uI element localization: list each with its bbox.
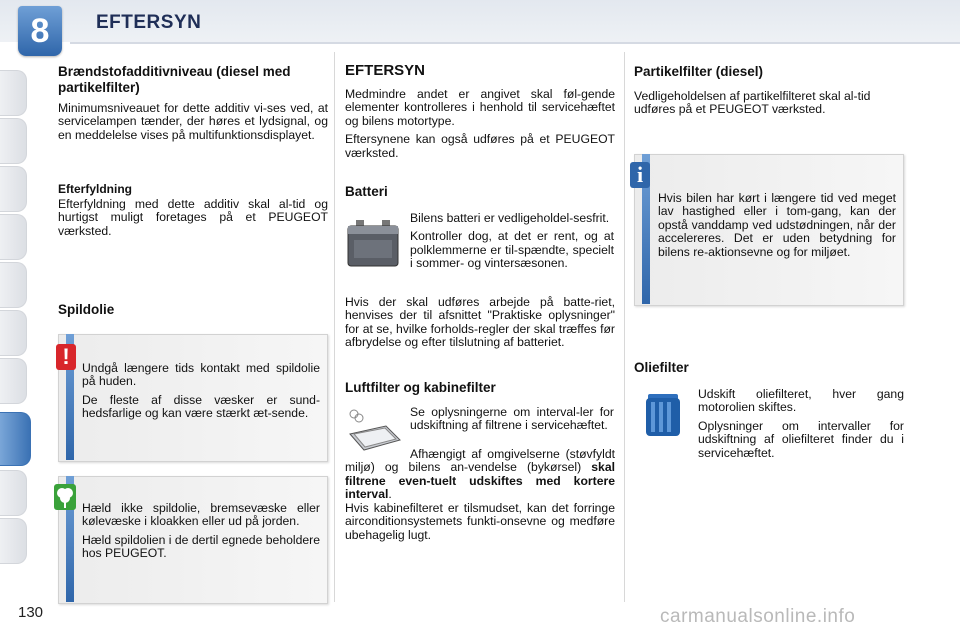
air-filter-conditions-text: Afhængigt af omgivelserne (støvfyldt miljø) og bilens an-vendelse (bykørsel) <box>345 447 615 475</box>
watermark: carmanualsonline.info <box>660 606 856 627</box>
warning-text <box>82 362 320 426</box>
side-tab-10[interactable] <box>0 518 27 564</box>
side-tab-1[interactable] <box>0 70 27 116</box>
oil-filter-text <box>698 388 904 465</box>
environment-paragraph-2: Hæld spildolien i de dertil egnede beholdere hos PEUGEOT. <box>82 532 320 561</box>
side-tab-2[interactable] <box>0 118 27 164</box>
battery-text <box>410 212 614 276</box>
air-filter-emphasis: skal filtrene even-tuelt udskiftes med kortere interval <box>345 460 615 502</box>
refill-paragraph: Efterfyldning med dette additiv skal al-tid og hurtigst muligt foretages på et PEUGEOT værksted. <box>58 197 328 238</box>
column-divider <box>624 52 625 602</box>
header-rule <box>70 42 960 44</box>
battery-heading: Batteri <box>345 184 388 199</box>
side-tab-active[interactable] <box>0 412 31 466</box>
oil-filter-heading: Oliefilter <box>634 360 689 375</box>
particle-filter-heading: Partikelfilter (diesel) <box>634 64 764 79</box>
side-tab-3[interactable] <box>0 166 27 212</box>
fuel-additive-heading: Brændstofadditivniveau (diesel med partikelfilter) <box>58 64 291 95</box>
page-number: 130 <box>18 604 44 621</box>
fuel-additive-paragraph: Minimumsniveauet for dette additiv vi-ses ved, at servicelampen tænder, der høres et lydsignal, og en meddelelse vises på multifunktionsdisplayet. <box>58 101 328 142</box>
battery-paragraph-1: Bilens batteri er vedligeholdel-sesfrit. <box>410 211 610 225</box>
warning-paragraph-2: De fleste af disse væsker er sund-hedsfarlige og kan være stærkt æt-sende. <box>82 392 320 421</box>
side-tab-4[interactable] <box>0 214 27 260</box>
info-text <box>658 192 896 264</box>
environment-icon <box>54 484 76 510</box>
info-icon: i <box>630 162 650 188</box>
air-filter-paragraph-1: Se oplysningerne om interval-ler for udskiftning af filtrene i servicehæftet. <box>410 405 614 433</box>
warning-paragraph-1: Undgå længere tids kontakt med spildolie på huden. <box>82 361 320 389</box>
intro-paragraph-2: Eftersynene kan også udføres på et PEUGEOT værksted. <box>345 132 615 160</box>
side-tab-9[interactable] <box>0 470 27 516</box>
side-tab-5[interactable] <box>0 262 27 308</box>
battery-paragraph-3: Hvis der skal udføres arbejde på batte-riet, henvises der til afsnittet "Praktiske oplysninger" for at se, hvilke forholds-regler der skal træffes før afbrydelse og efter tilslutning af batteriet. <box>345 295 615 350</box>
oil-filter-paragraph-2: Oplysninger om intervaller for udskiftning af oliefilteret finder du i servicehæftet. <box>698 418 904 460</box>
section-title: EFTERSYN <box>345 62 426 79</box>
oil-filter-icon <box>644 392 682 438</box>
air-filter-text <box>410 406 614 438</box>
air-filter-paragraph-3: Hvis kabinefilteret er tilsmudset, kan det forringe airconditionsystemets funkti-onsevne og medføre ubehagelig lugt. <box>345 501 615 542</box>
air-filter-paragraph-2 <box>345 448 615 502</box>
side-tab-7[interactable] <box>0 358 27 404</box>
info-paragraph: Hvis bilen har kørt i længere tid ved meget lav hastighed eller i tom-gang, kan der opstå vanddamp ved udstødningen, når der accelereres. Det er uden betydning for bilens re-aktionsevne og for miljøet. <box>658 191 896 259</box>
environment-text <box>82 502 320 566</box>
column-divider <box>334 52 335 602</box>
battery-extra-text <box>345 296 615 355</box>
particle-filter-paragraph: Vedligeholdelsen af partikelfilteret skal al-tid udføres på et PEUGEOT værksted. <box>634 89 871 117</box>
chapter-badge: 8 <box>18 6 62 56</box>
battery-icon <box>346 214 400 270</box>
waste-oil-heading: Spildolie <box>58 302 115 317</box>
oil-filter-paragraph-1: Udskift oliefilteret, hver gang motorolien skiftes. <box>698 387 904 415</box>
intro-paragraph-1: Medmindre andet er angivet skal føl-gende elementer kontrolleres i henhold til servicehæftet og bilens motortype. <box>345 87 615 128</box>
fuel-additive-text <box>58 102 328 147</box>
air-filter-period: . <box>388 487 392 502</box>
refill-text <box>58 198 328 243</box>
page-title: EFTERSYN <box>96 12 202 33</box>
refill-subheading: Efterfyldning <box>58 182 132 196</box>
warning-icon: ! <box>56 344 76 370</box>
cabin-filter-text <box>345 502 615 547</box>
particle-filter-text <box>634 90 904 122</box>
air-filter-heading: Luftfilter og kabinefilter <box>345 380 496 395</box>
side-tab-6[interactable] <box>0 310 27 356</box>
intro-text <box>345 88 615 165</box>
battery-paragraph-2: Kontroller dog, at det er rent, og at polklemmerne er til-spændte, specielt i sommer- og vintersæsonen. <box>410 229 614 271</box>
environment-paragraph-1: Hæld ikke spildolie, bremsevæske eller kølevæske i kloakken eller ud på jorden. <box>82 501 320 529</box>
